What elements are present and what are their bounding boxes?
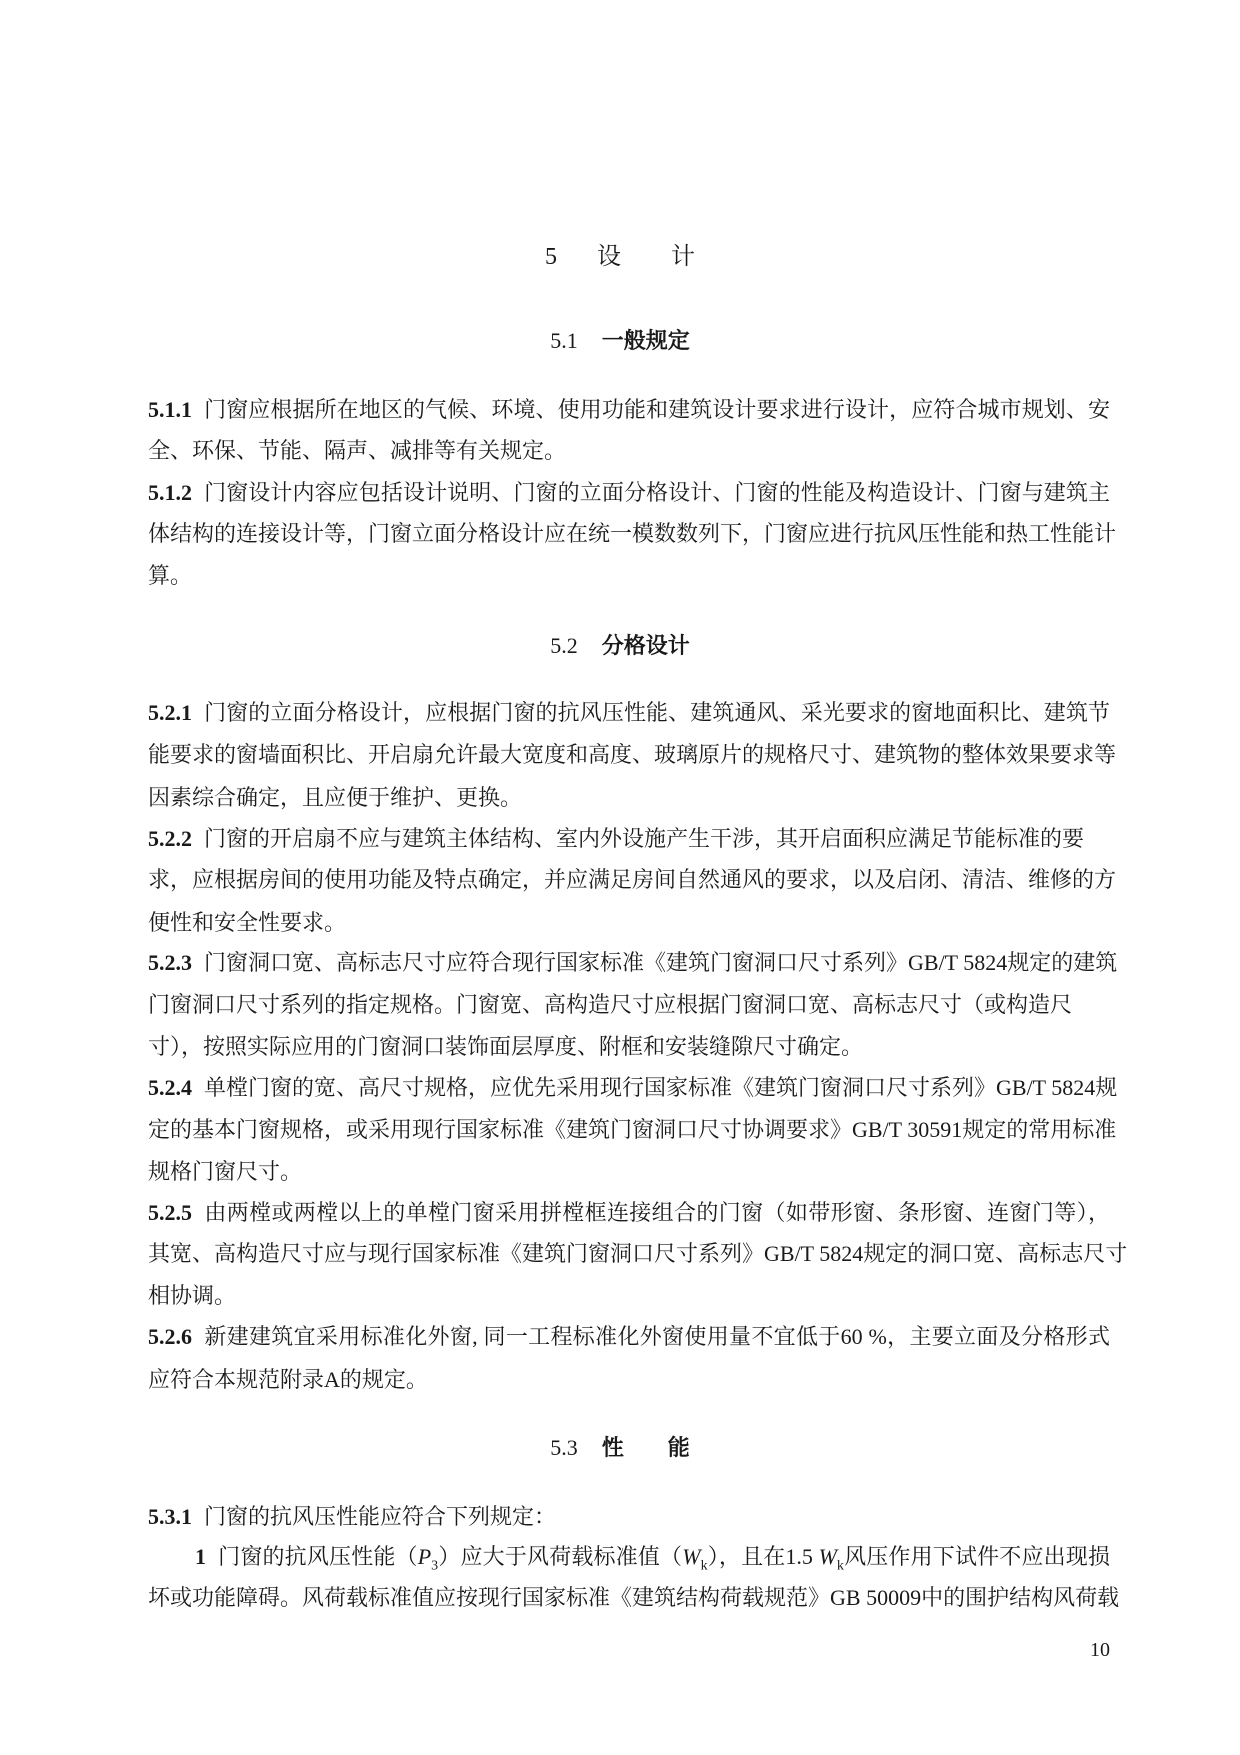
- clause-text: 门窗的抗风压性能应符合下列规定：: [204, 1504, 557, 1529]
- page-number: 10: [1090, 1639, 1110, 1661]
- clause-5-1-2: [148, 480, 1110, 506]
- clause-text: 门窗设计内容应包括设计说明、门窗的立面分格设计、门窗的性能及构造设计、门窗与建筑主: [204, 480, 1110, 505]
- list-item-1: [195, 1544, 1110, 1574]
- clause-text: 门窗洞口宽、高标志尺寸应符合现行国家标准《建筑门窗洞口尺寸系列》GB/T 5824规定的建筑: [204, 950, 1118, 975]
- clause-number: 5.2.3: [148, 950, 192, 975]
- section-heading-5-3: [0, 1435, 1240, 1461]
- clause-text: 门窗应根据所在地区的气候、环境、使用功能和建筑设计要求进行设计，应符合城市规划、安: [204, 397, 1110, 422]
- chapter-title-1: 设: [597, 244, 621, 270]
- clause-text: 新建建筑宜采用标准化外窗, 同一工程标准化外窗使用量不宜低于60 %，主要立面及分格形式: [204, 1324, 1110, 1349]
- item-text: 门窗的抗风压性能（: [218, 1544, 418, 1569]
- clause-text: 求，应根据房间的使用功能及特点确定，并应满足房间自然通风的要求，以及启闭、清洁、维修的方: [148, 867, 1117, 892]
- symbol-subscript: k: [700, 1558, 708, 1574]
- item-text: 坏或功能障碍。风荷载标准值应按现行国家标准《建筑结构荷载规范》GB 50009中的围护结构风荷载: [148, 1585, 1120, 1610]
- section-title: 分格设计: [601, 633, 690, 658]
- clause-text: 体结构的连接设计等，门窗立面分格设计应在统一模数数列下，门窗应进行抗风压性能和热工性能计: [148, 521, 1117, 546]
- item-text: ）应大于风荷载标准值（: [438, 1544, 683, 1569]
- section-heading-5-2: [0, 633, 1240, 659]
- clause-5-2-1: [148, 700, 1110, 726]
- clause-5-3-1: [148, 1504, 1110, 1530]
- clause-text: 单樘门窗的宽、高尺寸规格，应优先采用现行国家标准《建筑门窗洞口尺寸系列》GB/T 5824规: [204, 1075, 1118, 1100]
- clause-number: 5.2.5: [148, 1200, 192, 1225]
- clause-text: 门窗洞口尺寸系列的指定规格。门窗宽、高构造尺寸应根据门窗洞口宽、高标志尺寸（或构造尺: [148, 992, 1073, 1017]
- item-text: 风压作用下试件不应出现损: [843, 1544, 1110, 1569]
- clause-number: 5.2.6: [148, 1324, 192, 1349]
- item-text: ），且在1.5: [707, 1544, 819, 1569]
- clause-text: 能要求的窗墙面积比、开启扇允许最大宽度和高度、玻璃原片的规格尺寸、建筑物的整体效果要求等: [148, 742, 1117, 767]
- symbol-p: P: [417, 1544, 432, 1569]
- clause-text: 定的基本门窗规格，或采用现行国家标准《建筑门窗洞口尺寸协调要求》GB/T 30591规定的常用标准: [148, 1117, 1117, 1142]
- item-number: 1: [195, 1544, 206, 1569]
- clause-text: 门窗的立面分格设计，应根据门窗的抗风压性能、建筑通风、采光要求的窗地面积比、建筑节: [204, 700, 1110, 725]
- clause-text: 相协调。: [148, 1283, 237, 1308]
- clause-number: 5.2.4: [148, 1075, 192, 1100]
- section-number: 5.1: [550, 328, 578, 353]
- chapter-heading: [0, 244, 1240, 270]
- clause-number: 5.2.2: [148, 826, 192, 851]
- clause-text: 便性和安全性要求。: [148, 910, 347, 935]
- clause-text: 因素综合确定，且应便于维护、更换。: [148, 785, 523, 810]
- clause-5-2-3: [148, 950, 1118, 976]
- symbol-subscript: 3: [431, 1558, 439, 1574]
- clause-number: 5.1.1: [148, 397, 192, 422]
- clause-5-1-1: [148, 397, 1110, 423]
- section-number: 5.2: [550, 633, 578, 658]
- section-heading-5-1: [0, 328, 1240, 354]
- clause-number: 5.1.2: [148, 480, 192, 505]
- clause-text: 由两樘或两樘以上的单樘门窗采用拼樘框连接组合的门窗（如带形窗、条形窗、连窗门等），: [204, 1200, 1110, 1225]
- chapter-title-2: 计: [671, 244, 695, 270]
- section-title-1: 性: [601, 1435, 624, 1460]
- clause-text: 算。: [148, 563, 193, 588]
- clause-number: 5.2.1: [148, 700, 192, 725]
- clause-text: 规格门窗尺寸。: [148, 1159, 303, 1184]
- clause-5-2-4: [148, 1075, 1118, 1101]
- symbol-w: W: [682, 1544, 701, 1569]
- section-title: 一般规定: [601, 328, 690, 353]
- clause-5-2-2: [148, 826, 1110, 852]
- clause-text: 门窗的开启扇不应与建筑主体结构、室内外设施产生干涉，其开启面积应满足节能标准的要: [204, 826, 1085, 851]
- section-number: 5.3: [550, 1435, 578, 1460]
- clause-text: 全、环保、节能、隔声、减排等有关规定。: [148, 438, 567, 463]
- clause-number: 5.3.1: [148, 1504, 192, 1529]
- section-title-2: 能: [667, 1435, 690, 1460]
- symbol-subscript: k: [836, 1558, 844, 1574]
- symbol-w: W: [818, 1544, 837, 1569]
- clause-text: 寸），按照实际应用的门窗洞口装饰面层厚度、附框和安装缝隙尺寸确定。: [148, 1034, 864, 1059]
- clause-5-2-5: [148, 1200, 1110, 1226]
- clause-text: 其宽、高构造尺寸应与现行国家标准《建筑门窗洞口尺寸系列》GB/T 5824规定的洞口宽、高标志尺寸: [148, 1241, 1128, 1266]
- clause-text: 应符合本规范附录A的规定。: [148, 1367, 428, 1392]
- chapter-number: 5: [545, 244, 557, 270]
- clause-5-2-6: [148, 1324, 1110, 1350]
